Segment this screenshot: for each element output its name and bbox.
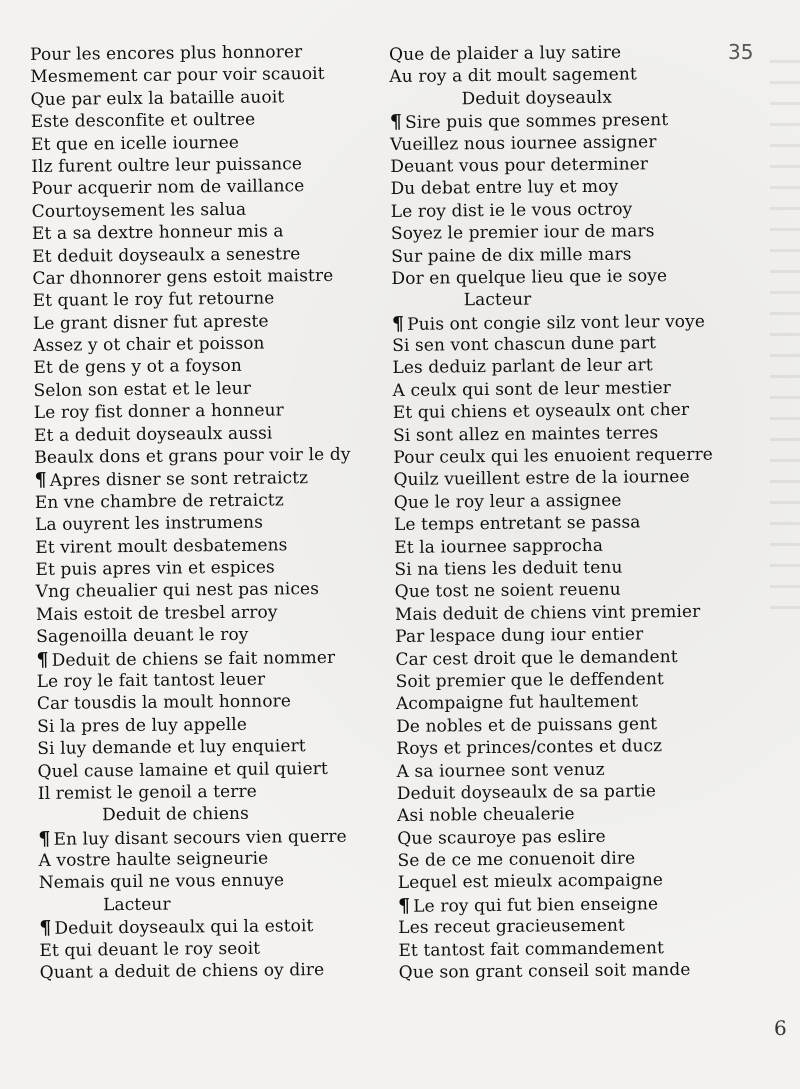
verse-text: Car tousdis la moult honnore [36,691,292,715]
verse-line [36,645,366,671]
verse-text: Se de ce me conuenoit dire [397,848,636,872]
pilcrow-mark: ¶ [397,894,411,917]
verse-text: Vng cheualier qui nest pas nices [35,579,320,603]
verse-text: Et qui chiens et oyseaulx ont cher [392,400,690,424]
verse-text: Par lespace dung iour entier [395,624,644,648]
verse-text: Et la iournee sapprocha [394,535,604,558]
left-verse-column [30,41,370,985]
verse-text: Nemais quil ne vous ennuye [38,870,285,894]
verse-text: Si la pres de luy appelle [37,714,248,737]
pilcrow-mark: ¶ [38,827,51,850]
pilcrow-mark: ¶ [36,648,49,671]
verse-text: A vostre haulte seigneurie [38,848,269,872]
verse-text: Selon son estat et le leur [33,378,252,401]
verse-text: Il remist le genoil a terre [37,781,257,804]
verse-text: De nobles et de puissans gent [396,713,658,737]
verse-text: Acompaigne fut haultement [395,691,639,715]
verse-text: Asi noble cheualerie [396,804,575,827]
verse-text: Beaulx dons et grans pour voir le dy [34,444,351,469]
verse-text: Deduit doyseaulx qui la estoit [54,916,314,940]
verse-text: Pour ceulx qui les enuoient requerre [393,444,714,469]
verse-text: Les receut gracieusement [398,915,626,939]
verse-text: Quant a deduit de chiens oy dire [39,959,325,983]
verse-text: Que par eulx la bataille auoit [30,87,285,110]
verse-text: Quilz vueillent estre de la iournee [393,467,690,491]
verse-text: Et a deduit doyseaulx aussi [33,423,273,446]
verse-text: Et qui deuant le roy seoit [39,938,261,961]
verse-text: Si sen vont chascun dune part [392,333,657,357]
verse-line [395,600,740,626]
verse-text: Sur paine de dix mille mars [391,243,632,267]
verse-text: Assez y ot chair et poisson [33,333,265,357]
pilcrow-mark: ¶ [391,312,405,335]
verse-text: Apres disner se sont retraictz [49,468,309,492]
verse-text: Du debat entre luy et moy [390,176,619,200]
verse-text: Deuant vous pour determiner [390,154,649,177]
pilcrow-mark: ¶ [389,111,403,134]
verse-text: Et tantost fait commandement [398,937,665,961]
verse-line [34,444,364,470]
verse-text: A ceulx qui sont de leur mestier [392,377,672,401]
verse-line [392,309,737,335]
right-verse-column [389,40,744,984]
verse-text: Le roy le fait tantost leuer [36,669,266,692]
folio-number: 35 [728,40,754,64]
verse-line [40,959,370,985]
verse-text: Le roy qui fut bien enseigne [413,894,659,917]
verse-text: Que scauroye pas eslire [397,826,606,849]
pilcrow-mark: ¶ [34,469,47,492]
verse-text: Soit premier que le deffendent [395,669,665,692]
verse-text: Le roy fist donner a honneur [33,400,284,424]
verse-line [38,824,368,850]
verse-line [38,757,368,783]
verse-text: Courtoysement les salua [31,199,247,222]
verse-text: Les deduiz parlant de leur art [392,355,653,379]
verse-text: Roys et princes/contes et ducz [396,736,663,760]
verse-line [30,63,360,89]
verse-text: Quel cause lamaine et quil quiert [37,758,328,782]
verse-text: Le temps entretant se passa [393,512,641,536]
verse-text: Deduit de chiens [101,804,249,826]
verse-text: A sa iournee sont venuz [396,759,605,782]
verse-text: Si na tiens les deduit tenu [394,557,623,580]
verse-text: Que le roy leur a assignee [393,490,622,513]
verse-text: Si sont allez en maintes terres [392,422,659,446]
verse-text: Pour acquerir nom de vaillance [31,176,305,200]
verse-text: Ilz furent oultre leur puissance [31,154,303,177]
verse-text: Au roy a dit moult sagement [389,64,637,88]
verse-text: Si luy demande et luy enquiert [37,736,306,760]
verse-text: Deduit doyseaulx de sa partie [396,781,657,804]
verse-text: Vueillez nous iournee assigner [389,131,657,155]
verse-text: Et deduit doyseaulx a senestre [32,243,301,267]
verse-text: Mais deduit de chiens vint premier [394,601,701,625]
verse-text: Et virent moult desbatemens [35,534,288,558]
verse-text: Car dhonnorer gens estoit maistre [32,265,334,289]
verse-text: Que tost ne soient reuenu [394,579,621,603]
verse-line [32,264,362,290]
verse-line [36,578,366,604]
verse-text: Car cest droit que le demandent [395,646,678,670]
verse-text: Et puis apres vin et espices [35,557,275,580]
verse-text: Deduit de chiens se fait nommer [51,647,336,671]
verse-text: Et de gens y ot a foyson [33,356,242,379]
verse-text: La ouyrent les instrumens [34,512,264,536]
verse-text: Le grant disner fut apreste [32,311,269,334]
corner-mark: 6 [774,1016,787,1040]
verse-text: Soyez le premier iour de mars [390,221,655,245]
verse-text: Deduit doyseaulx [461,87,613,110]
verse-text: Lacteur [463,289,532,311]
verse-text: Sire puis que sommes present [404,110,669,134]
verse-line [393,399,738,425]
verse-line [393,466,738,492]
verse-text: En vne chambre de retraictz [34,490,284,513]
verse-text: Dor en quelque lieu que ie soye [391,266,668,289]
verse-text: Puis ont congie silz vont leur voye [407,311,706,335]
verse-text: Que de plaider a luy satire [389,42,622,65]
show-through-edge [770,60,800,620]
verse-text: Mais estoit de tresbel arroy [35,602,278,625]
verse-text: Lacteur [102,894,171,916]
verse-text: Sagenoilla deuant le roy [36,624,249,648]
verse-text: Et a sa dextre honneur mis a [31,221,284,245]
verse-text: Este desconfite et oultree [30,109,256,133]
verse-text: Que son grant conseil soit mande [398,959,691,983]
verse-text: En luy disant secours vien querre [53,826,347,850]
verse-text: Pour les encores plus honnorer [30,42,303,65]
verse-text: Et quant le roy fut retourne [32,288,275,312]
verse-text: Lequel est mieulx acompaigne [397,870,664,894]
verse-text: Et que en icelle iournee [30,132,240,155]
verse-text: Mesmement car pour voir scauoit [30,64,325,88]
verse-line [399,958,744,984]
pilcrow-mark: ¶ [39,917,52,940]
verse-text: Le roy dist ie le vous octroy [390,199,633,222]
